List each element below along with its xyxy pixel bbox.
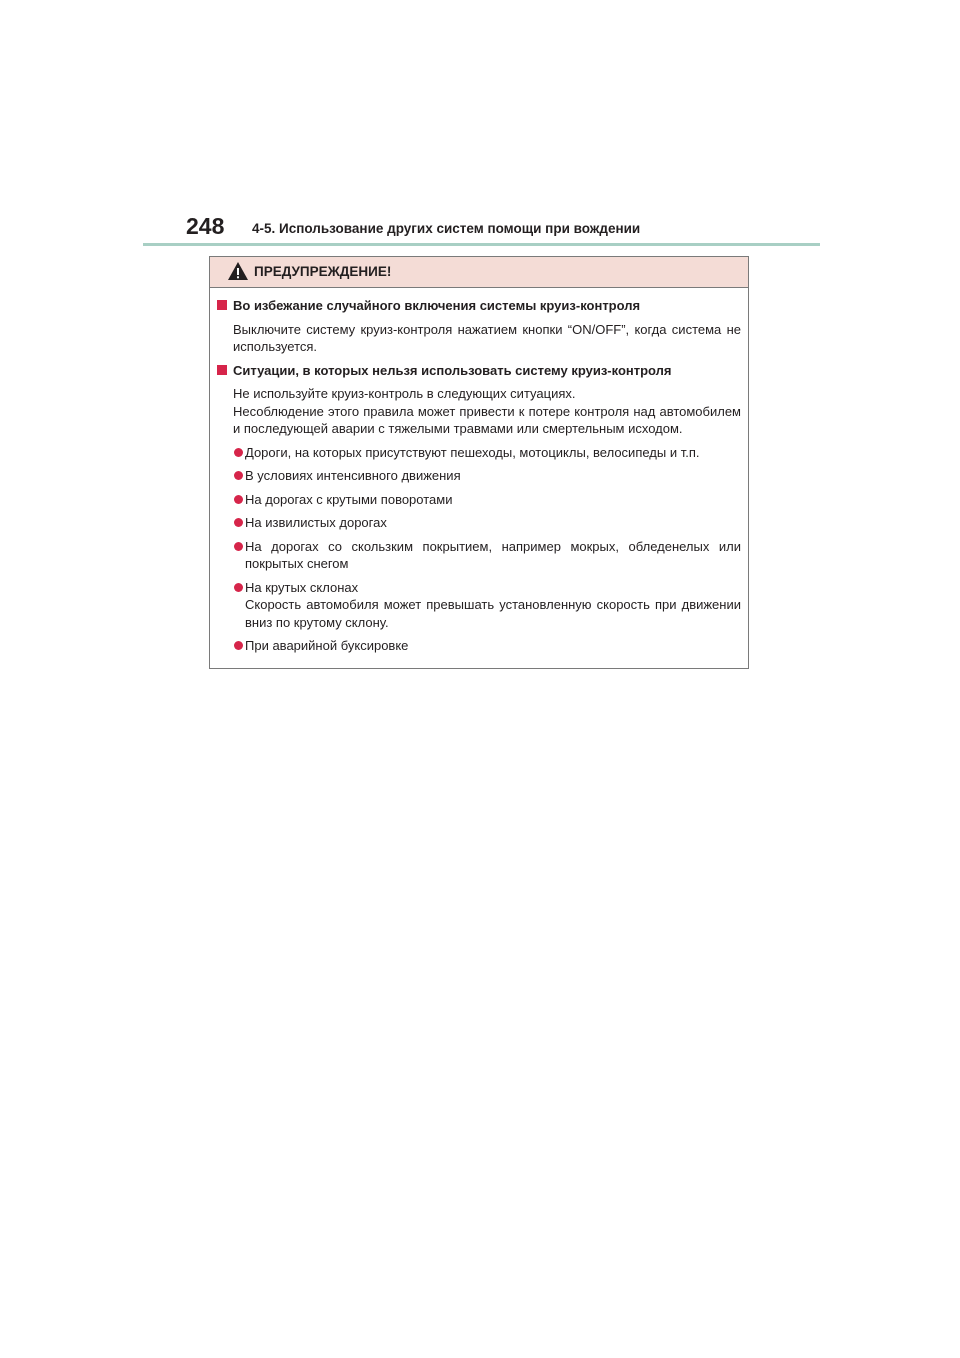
list-item <box>217 491 741 509</box>
round-bullet-icon <box>234 583 243 592</box>
list-item <box>217 538 741 573</box>
warning-title: ПРЕДУПРЕЖДЕНИЕ! <box>254 264 392 279</box>
subheading-accidental-activation <box>217 297 741 315</box>
square-bullet-icon <box>217 300 227 310</box>
list-item-text: На извилистых дорогах <box>245 515 387 530</box>
header-rule <box>143 243 820 246</box>
paragraph-line: Несоблюдение этого правила может привести к потере контроля над автомобилем и последующей аварии с тяжелыми травмами или смертельным исходом. <box>233 403 741 436</box>
round-bullet-icon <box>234 448 243 457</box>
warning-box <box>209 256 749 669</box>
list-item-text: На крутых склонах <box>245 579 359 595</box>
list-item <box>217 467 741 485</box>
list-item-text: На дорогах со скользким покрытием, например мокрых, обледенелых или покрытых снегом <box>245 538 741 571</box>
list-item-text: В условиях интенсивного движения <box>245 468 461 483</box>
warning-header <box>210 257 748 288</box>
round-bullet-icon <box>234 471 243 480</box>
round-bullet-icon <box>234 495 243 504</box>
round-bullet-icon <box>234 641 243 650</box>
subheading-text: Во избежание случайного включения системы круиз-контроля <box>233 298 641 313</box>
paragraph-situations <box>217 385 741 438</box>
list-item <box>217 579 741 632</box>
subheading-text: Ситуации, в которых нельзя использовать систему круиз-контроля <box>233 362 672 378</box>
list-item-text: При аварийной буксировке <box>245 638 409 653</box>
situations-list <box>217 444 741 655</box>
page-number: 248 <box>186 213 225 239</box>
list-item <box>217 637 741 655</box>
paragraph-line: Не используйте круиз-контроль в следующих ситуациях. <box>233 386 576 401</box>
list-item <box>217 514 741 532</box>
list-item-note: Скорость автомобиля может превышать установленную скорость при движении вниз по крутому склону. <box>245 597 741 630</box>
warning-triangle-icon <box>227 261 249 281</box>
list-item-text: На дорогах с крутыми поворотами <box>245 491 453 507</box>
list-item <box>217 444 741 462</box>
paragraph-turn-off: Выключите систему круиз-контроля нажатием кнопки “ON/OFF”, когда система не используется. <box>233 321 741 354</box>
subheading-situations <box>217 362 741 380</box>
round-bullet-icon <box>234 542 243 551</box>
warning-content <box>210 288 748 655</box>
section-title: 4-5. Использование других систем помощи при вождении <box>252 221 641 236</box>
square-bullet-icon <box>217 365 227 375</box>
list-item-text: Дороги, на которых присутствуют пешеходы, мотоциклы, велосипеды и т.п. <box>245 444 700 460</box>
round-bullet-icon <box>234 518 243 527</box>
